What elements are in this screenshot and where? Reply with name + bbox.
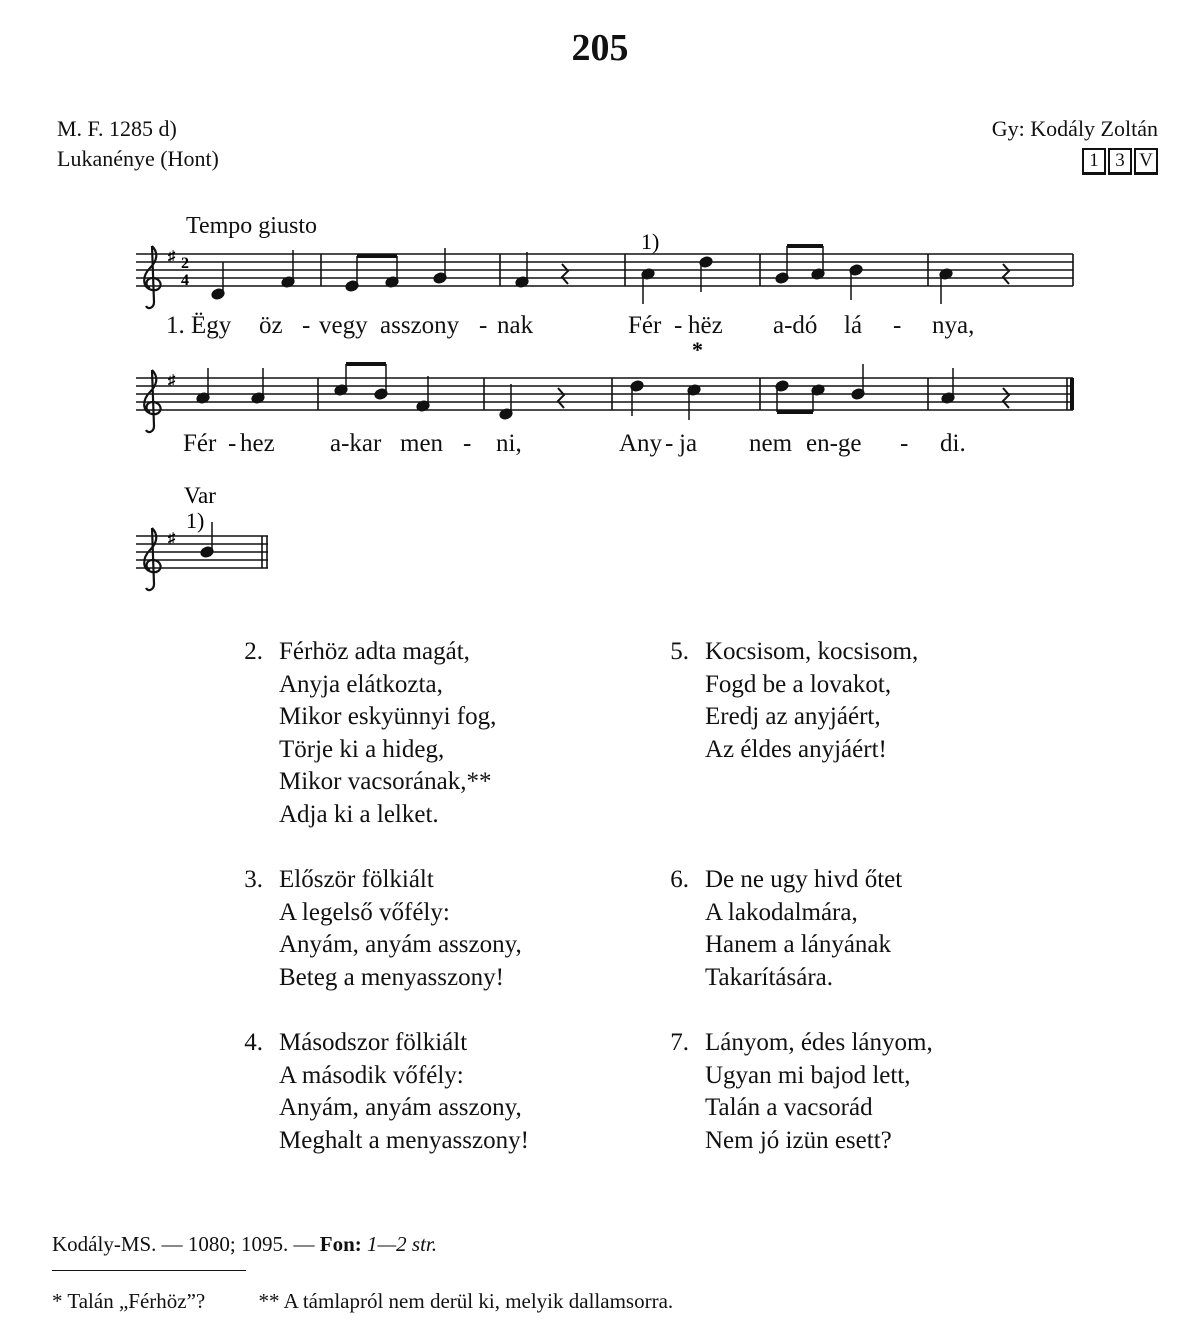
verse-number: 6. (670, 866, 689, 893)
lyric-syllable: vegy (319, 312, 368, 339)
lyric-syllable: öz (259, 312, 283, 339)
lyric-syllable: nem (749, 430, 793, 457)
verse-line: Kocsisom, kocsisom, (705, 638, 919, 665)
lyric-hyphen: - (900, 430, 909, 457)
verse-line: Lányom, édes lányom, (705, 1029, 933, 1056)
classification-box: V (1134, 148, 1158, 175)
notes (196, 364, 955, 420)
lyric-syllable: Fér (183, 430, 217, 457)
lyric-syllable: di. (940, 430, 966, 457)
classification-box: 1 (1082, 148, 1106, 175)
page-number: 205 (571, 27, 629, 69)
verse-line: Meghalt a menyasszony! (279, 1126, 529, 1154)
verse-5 (659, 636, 918, 766)
lyric-syllable: hez (240, 430, 275, 457)
verse-line: Mikor eskyünnyi fog, (279, 703, 497, 730)
variant-footnote-mark: 1) (186, 508, 205, 533)
verse-number: 3. (244, 866, 263, 893)
verse-7 (659, 1027, 933, 1157)
verse-line: Eredj az anyjáért, (705, 703, 881, 730)
lyric-syllable: nya, (932, 312, 975, 339)
variant-staff (136, 483, 268, 590)
source-reference (52, 1232, 437, 1257)
verse-line: Először fölkiált (279, 866, 434, 893)
lyric-syllable: asszony (380, 312, 460, 339)
verse-line: Törje ki a hideg, (279, 735, 445, 763)
collector-name: Gy: Kodály Zoltán (991, 116, 1158, 141)
lyric-hyphen: - (479, 312, 488, 339)
verse-line: Anyja elátkozta, (279, 670, 443, 698)
lyric-hyphen: - (665, 430, 674, 457)
verse-number: 5. (670, 638, 689, 665)
lyric-syllable: a-dó (773, 312, 818, 339)
key-signature-sharp: ♯ (168, 373, 176, 389)
classification-box: 3 (1108, 148, 1132, 175)
treble-clef-icon (144, 528, 160, 590)
verse-line: Ugyan mi bajod lett, (705, 1061, 911, 1089)
verse-line: Férhöz adta magát, (279, 638, 470, 665)
staff-system-2 (136, 337, 1073, 432)
treble-clef-icon (144, 246, 160, 308)
time-signature-top: 2 (181, 255, 189, 272)
tempo-marking: Tempo giusto (186, 213, 317, 239)
key-signature-sharp: ♯ (168, 249, 176, 265)
lyric-syllable: hëz (688, 312, 723, 339)
footnotes (52, 1289, 673, 1314)
verse-line: Adja ki a lelket. (279, 800, 439, 828)
fon-label: Fon: (319, 1232, 362, 1256)
verse-line: Nem jó izün esett? (705, 1126, 892, 1154)
verse-line: De ne ugy hivd őtet (705, 866, 903, 893)
verse-line: Anyám, anyám asszony, (279, 931, 522, 958)
staff-system-1 (136, 229, 1073, 308)
lyric-syllable: Fér (628, 312, 662, 339)
lyric-syllable: en-ge (806, 430, 862, 457)
verse-line: Fogd be a lovakot, (705, 670, 892, 698)
lyric-syllable: a-kar (330, 430, 382, 457)
verse-number: 2. (244, 638, 263, 665)
verse-line: A lakodalmára, (705, 898, 858, 926)
lyric-hyphen: - (674, 312, 683, 339)
source-prefix: Kodály-MS. — 1080; 1095. — (52, 1232, 320, 1256)
lyric-hyphen: - (893, 312, 902, 339)
verse-line: Mikor vacsorának,** (279, 768, 492, 795)
lyric-syllable: lá (844, 312, 863, 339)
music-score (0, 0, 1200, 620)
verse-number: 7. (670, 1029, 689, 1056)
verse-2 (233, 636, 496, 831)
fon-value: 1—2 str. (361, 1232, 438, 1256)
verse-3 (233, 864, 522, 994)
verse-line: Másodszor fölkiált (279, 1029, 468, 1056)
verse-line: Takarítására. (705, 963, 834, 991)
verse-line: Talán a vacsorád (705, 1094, 873, 1121)
lyric-syllable: 1. Ëgy (166, 312, 232, 339)
verse-line: Beteg a menyasszony! (279, 963, 504, 991)
lyric-hyphen: - (463, 430, 472, 457)
lyric-syllable: ja (679, 430, 698, 457)
lyric-syllable: ni, (496, 430, 522, 457)
verse-line: A legelső vőfély: (279, 898, 450, 926)
lyric-syllable: nak (497, 312, 534, 339)
verse-4 (233, 1027, 529, 1157)
footnote-2: ** A támlapról nem derül ki, melyik dallamsorra. (258, 1289, 674, 1313)
key-signature-sharp: ♯ (168, 531, 176, 547)
catalog-reference: M. F. 1285 d) (57, 116, 177, 141)
treble-clef-icon (144, 370, 160, 432)
verse-line: Az éldes anyjáért! (705, 735, 887, 763)
lyric-syllable: men (400, 430, 444, 457)
lyric-syllable: Any (619, 430, 663, 457)
asterisk-mark: * (692, 337, 703, 362)
lyric-hyphen: - (302, 312, 311, 339)
lyric-hyphen: - (228, 430, 237, 457)
verse-6 (659, 864, 902, 994)
footnote-1: * Talán „Férhöz”? (52, 1289, 206, 1313)
collection-place: Lukanénye (Hont) (57, 146, 219, 171)
variant-label: Var (184, 483, 216, 508)
footnote-divider (52, 1270, 246, 1271)
verse-line: A második vőfély: (279, 1061, 464, 1089)
verse-line: Hanem a lányának (705, 931, 892, 958)
footnote-mark: 1) (641, 229, 660, 254)
time-signature-bottom: 4 (181, 272, 189, 289)
verse-line: Anyám, anyám asszony, (279, 1094, 522, 1121)
verse-number: 4. (244, 1029, 263, 1056)
